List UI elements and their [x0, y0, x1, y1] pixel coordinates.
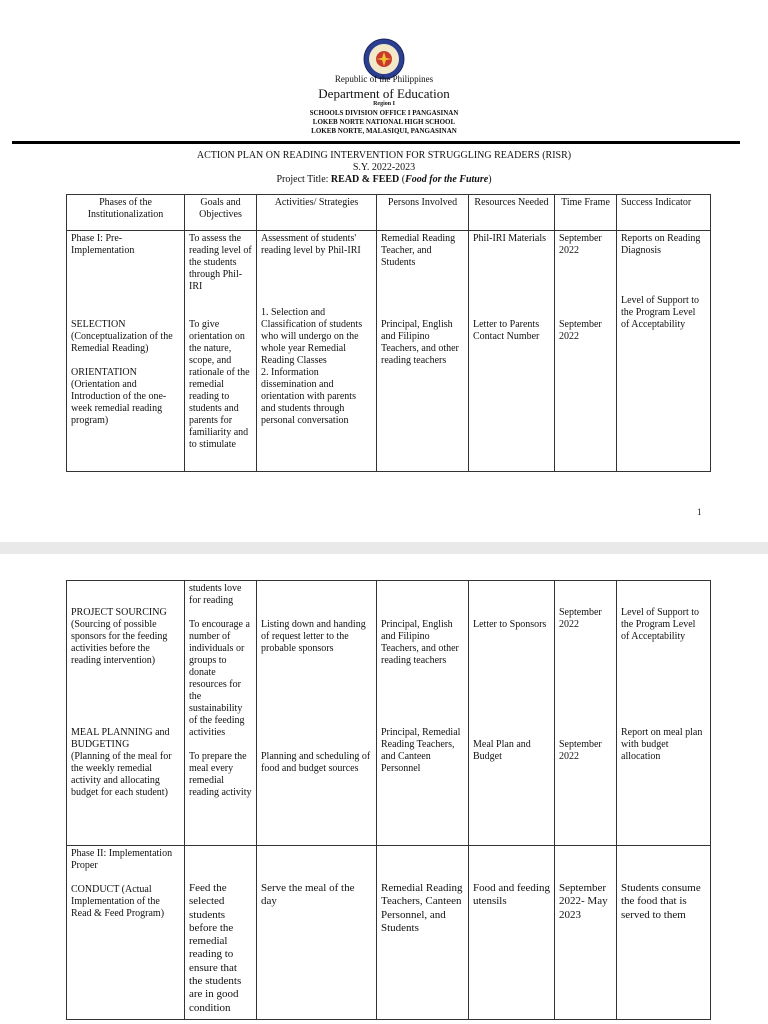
action-plan-table-page-2 — [66, 580, 711, 1020]
persons-cell: Remedial Reading Teacher, and Students Principal, English and Filipino Teachers, and other reading teachers — [377, 231, 469, 472]
col-header-phases: Phases of the Institutionalization — [67, 195, 185, 231]
goal-cell: To assess the reading level of the students through Phil-IRI To give orientation on the nature, scope, and rationale of the remedial reading to students and parents for familiarity and to stimulate — [185, 231, 257, 472]
indicator-cell: Level of Support to the Program Level of Acceptability Report on meal plan with budget allocation — [617, 581, 711, 846]
action-plan-table-page-1 — [66, 194, 711, 472]
goal-cell: Feed the selected students before the remedial reading to ensure that the students are in good condition — [185, 846, 257, 1020]
plan-title: ACTION PLAN ON READING INTERVENTION FOR STRUGGLING READERS (RISR) — [196, 150, 572, 161]
col-header-persons: Persons Involved — [377, 195, 469, 231]
col-header-goals: Goals and Objectives — [185, 195, 257, 231]
persons-cell: Principal, English and Filipino Teachers, and other reading teachers Principal, Remedial Reading Teachers, and Canteen Personnel — [377, 581, 469, 846]
col-header-activities: Activities/ Strategies — [257, 195, 377, 231]
division-label: SCHOOLS DIVISION OFFICE I PANGASINAN — [309, 109, 459, 117]
time-cell: September 2022- May 2023 — [555, 846, 617, 1020]
resources-cell: Letter to Sponsors Meal Plan and Budget — [469, 581, 555, 846]
activity-cell: Assessment of students' reading level by Phil-IRI 1. Selection and Classification of students who will undergo on the whole year Remedial Reading Classes 2. Information dissemination and orientation with parents and students through personal conversation — [257, 231, 377, 472]
project-title: Project Title: READ & FEED (Food for the Future) — [276, 174, 492, 185]
indicator-cell: Reports on Reading Diagnosis Level of Support to the Program Level of Acceptability — [617, 231, 711, 472]
resources-cell: Food and feeding utensils — [469, 846, 555, 1020]
activity-cell: Listing down and handing of request letter to the probable sponsors Planning and scheduling of food and budget sources — [257, 581, 377, 846]
republic-label: Republic of the Philippines — [334, 74, 434, 84]
address-label: LOKEB NORTE, MALASIQUI, PANGASINAN — [311, 127, 457, 135]
time-cell: September 2022 September 2022 — [555, 581, 617, 846]
col-header-resources: Resources Needed — [469, 195, 555, 231]
time-cell: September 2022 September 2022 — [555, 231, 617, 472]
table-row — [67, 231, 711, 472]
project-name: READ & FEED — [330, 174, 400, 185]
region-label: Region I — [373, 101, 395, 107]
resources-cell: Phil-IRI Materials Letter to Parents Contact Number — [469, 231, 555, 472]
project-subtitle: Food for the Future — [405, 174, 489, 185]
phase-cell: Phase I: Pre-Implementation SELECTION (Conceptualization of the Remedial Reading) ORIENTATION (Orientation and Introduction of the one-week remedial reading program) — [67, 231, 185, 472]
col-header-time: Time Frame — [555, 195, 617, 231]
table-row — [67, 846, 711, 1020]
phase-cell: Phase II: Implementation Proper CONDUCT (Actual Implementation of the Read & Feed Program) — [67, 846, 185, 1020]
document-page-2 — [0, 554, 768, 1024]
table-row — [67, 581, 711, 846]
school-label: LOKEB NORTE NATIONAL HIGH SCHOOL — [312, 118, 456, 126]
col-header-indicator: Success Indicator — [617, 195, 711, 231]
indicator-cell: Students consume the food that is served to them — [617, 846, 711, 1020]
school-year: S.Y. 2022-2023 — [352, 162, 416, 173]
department-label: Department of Education — [318, 86, 450, 101]
persons-cell: Remedial Reading Teachers, Canteen Personnel, and Students — [377, 846, 469, 1020]
page-number: 1 — [697, 507, 702, 517]
header-divider — [12, 141, 740, 144]
table-header-row — [67, 195, 711, 231]
phase-cell: PROJECT SOURCING (Sourcing of possible sponsors for the feeding activities before the reading intervention) MEAL PLANNING and BUDGETING (Planning of the meal for the weekly remedial activity and allocating budget for each student) — [67, 581, 185, 846]
activity-cell: Serve the meal of the day — [257, 846, 377, 1020]
goal-cell: students love for reading To encourage a number of individuals or groups to donate resources for the sustainability of the feeding activities To prepare the meal every remedial reading activity — [185, 581, 257, 846]
